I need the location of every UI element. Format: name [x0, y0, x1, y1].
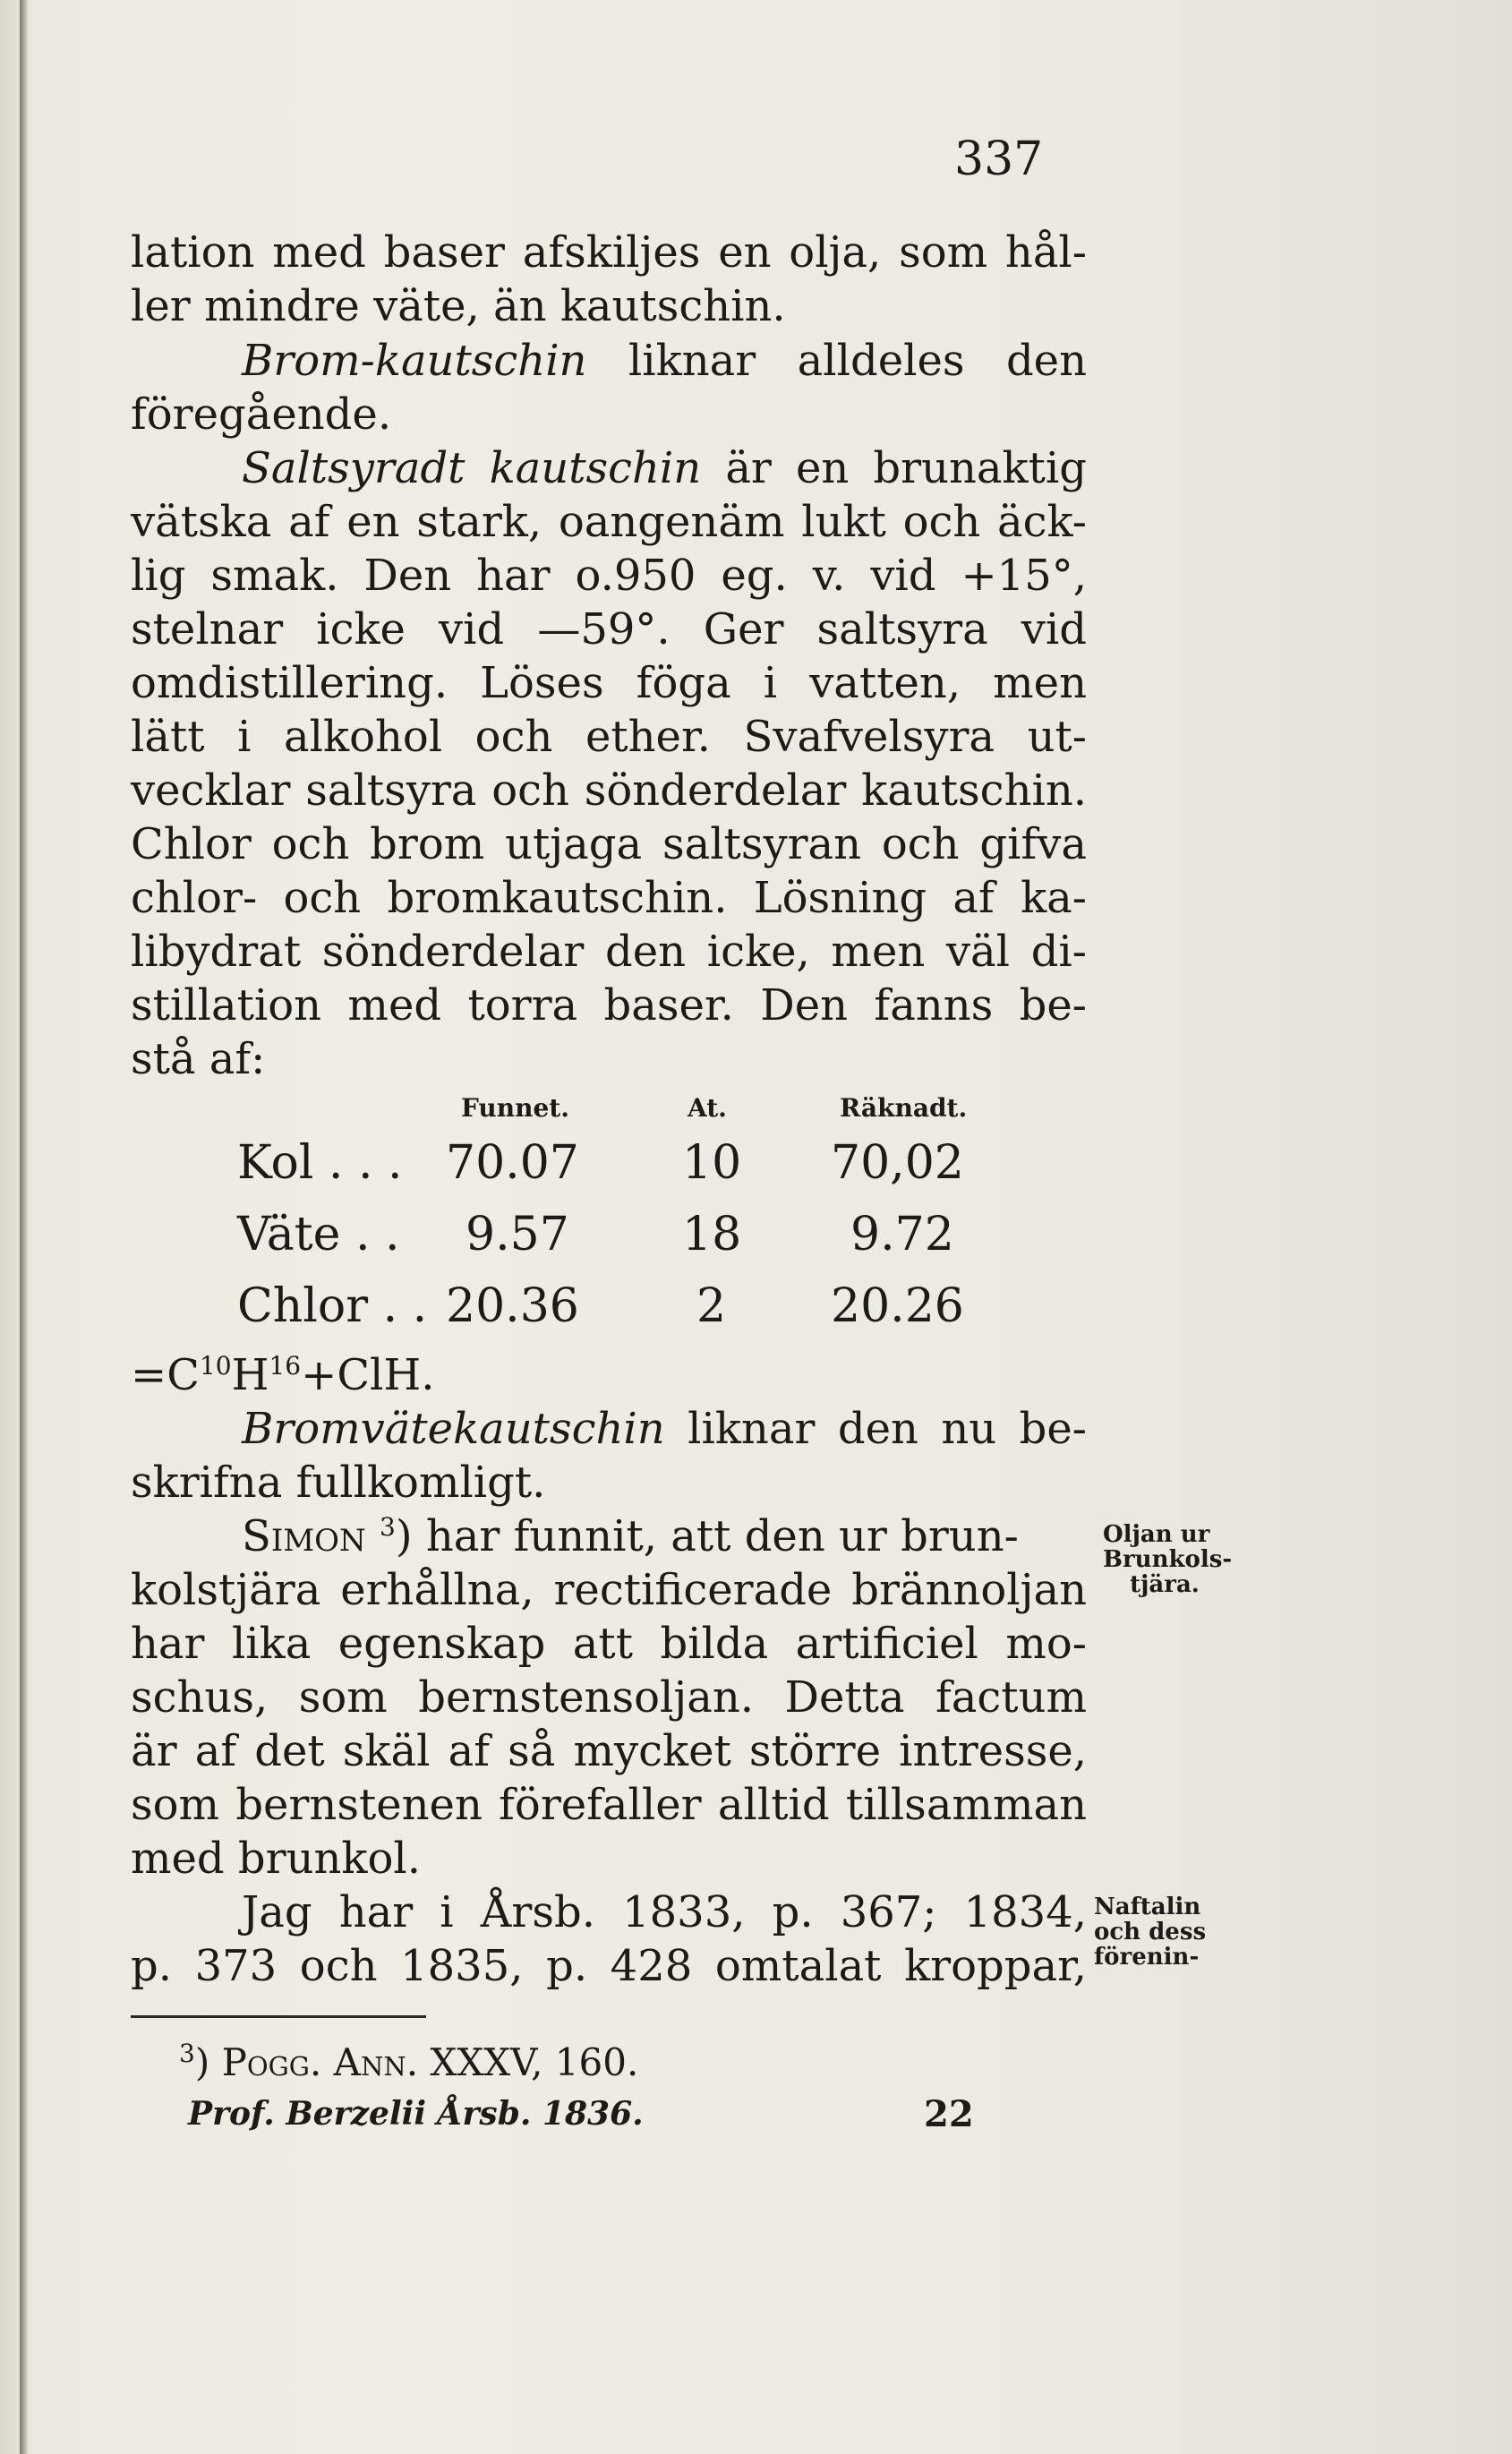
text-line: stillation med torra baser. Den fanns be-: [131, 980, 1087, 1030]
table-cell-calculated: 20.26: [831, 1279, 964, 1333]
text-line: stå af:: [131, 1034, 266, 1084]
text-span: liknar alldeles den: [628, 336, 1087, 386]
text-line: p. 373 och 1835, p. 428 omtalat kroppar,: [131, 1941, 1087, 1991]
table-header-found: Funnet.: [461, 1093, 569, 1123]
text-line: lation med baser afskiljes en olja, som hål-: [131, 227, 1087, 278]
text-line: vecklar saltsyra och sönderdelar kautschin.: [131, 765, 1087, 816]
text-line: lätt i alkohol och ether. Svafvelsyra ut-: [131, 712, 1087, 762]
table-cell-calculated: 70,02: [831, 1136, 964, 1190]
text-line: ler mindre väte, än kautschin.: [131, 281, 786, 331]
text-line: [242, 1509, 1087, 1563]
margin-note-oljan: Oljan ur Brunkols- tjära.: [1103, 1521, 1233, 1598]
text-line: [242, 334, 1087, 388]
table-cell-found: 20.36: [446, 1279, 579, 1333]
table-cell-found: 70.07: [446, 1136, 579, 1190]
text-line: [242, 441, 1087, 495]
footnote-rule: [131, 2015, 426, 2018]
text-span: är en brunaktig: [725, 443, 1087, 493]
text-line: [242, 1402, 1087, 1456]
text-line: chlor- och bromkautschin. Lösning af ka-: [131, 873, 1087, 923]
table-cell-element: Väte . .: [237, 1208, 400, 1261]
author-name: Simon: [242, 1511, 366, 1561]
text-line: schus, som bernstensoljan. Detta factum: [131, 1672, 1087, 1723]
margin-note-naftalin: Naftalin och dess förenin-: [1094, 1894, 1207, 1971]
book-spine-shadow: [20, 0, 29, 2454]
table-header-atoms: At.: [688, 1093, 727, 1123]
footnote-text: ) Pogg. Ann. XXXV, 160.: [194, 2040, 639, 2084]
text-line: är af det skäl af så mycket större intresse,: [131, 1726, 1087, 1776]
page-number: 337: [954, 133, 1044, 186]
text-line: lig smak. Den har o.950 eg. v. vid +15°,: [131, 551, 1087, 601]
term-italic: Saltsyradt kautschin: [242, 443, 702, 493]
text-line: med brunkol.: [131, 1834, 421, 1884]
text-line: vätska af en stark, oangenäm lukt och äck-: [131, 497, 1087, 547]
term-italic: Brom-kautschin: [242, 336, 587, 386]
table-cell-atoms: 10: [682, 1136, 742, 1190]
text-line: Jag har i Årsb. 1833, p. 367; 1834,: [242, 1887, 1087, 1937]
text-line: som bernstenen förefaller alltid tillsamman: [131, 1780, 1087, 1830]
text-line: omdistillering. Löses föga i vatten, men: [131, 658, 1087, 708]
table-header-calculated: Räknadt.: [840, 1093, 968, 1123]
table-cell-calculated: 9.72: [850, 1208, 954, 1261]
table-cell-element: Kol . . .: [237, 1136, 403, 1190]
table-cell-atoms: 18: [682, 1208, 742, 1261]
footnote-ref: 3: [380, 1512, 396, 1542]
text-line: libydrat sönderdelar den icke, men väl di-: [131, 927, 1087, 977]
table-cell-found: 9.57: [466, 1208, 569, 1261]
text-line: stelnar icke vid —59°. Ger saltsyra vid: [131, 604, 1087, 654]
text-line: har lika egenskap att bilda artificiel mo-: [131, 1619, 1087, 1669]
text-span: ) har funnit, att den ur brun-: [395, 1511, 1019, 1561]
footer-credit: Prof. Berzelii Årsb. 1836.: [188, 2095, 644, 2133]
text-span: liknar den nu be-: [688, 1404, 1088, 1454]
footnote: [179, 2038, 638, 2088]
table-cell-element: Chlor . .: [237, 1279, 428, 1333]
text-line: föregående.: [131, 389, 392, 440]
text-line: kolstjära erhållna, rectificerade brännoljan: [131, 1565, 1087, 1615]
chemical-formula: $=C^{10}H^{16}+ClH$.: [131, 1350, 435, 1400]
footnote-marker: 3: [179, 2039, 195, 2068]
table-cell-atoms: 2: [696, 1279, 727, 1333]
text-line: Chlor och brom utjaga saltsyran och gifva: [131, 819, 1087, 869]
signature-mark: 22: [924, 2093, 974, 2135]
text-line: skrifna fullkomligt.: [131, 1458, 546, 1508]
term-italic: Bromvätekautschin: [242, 1404, 665, 1454]
